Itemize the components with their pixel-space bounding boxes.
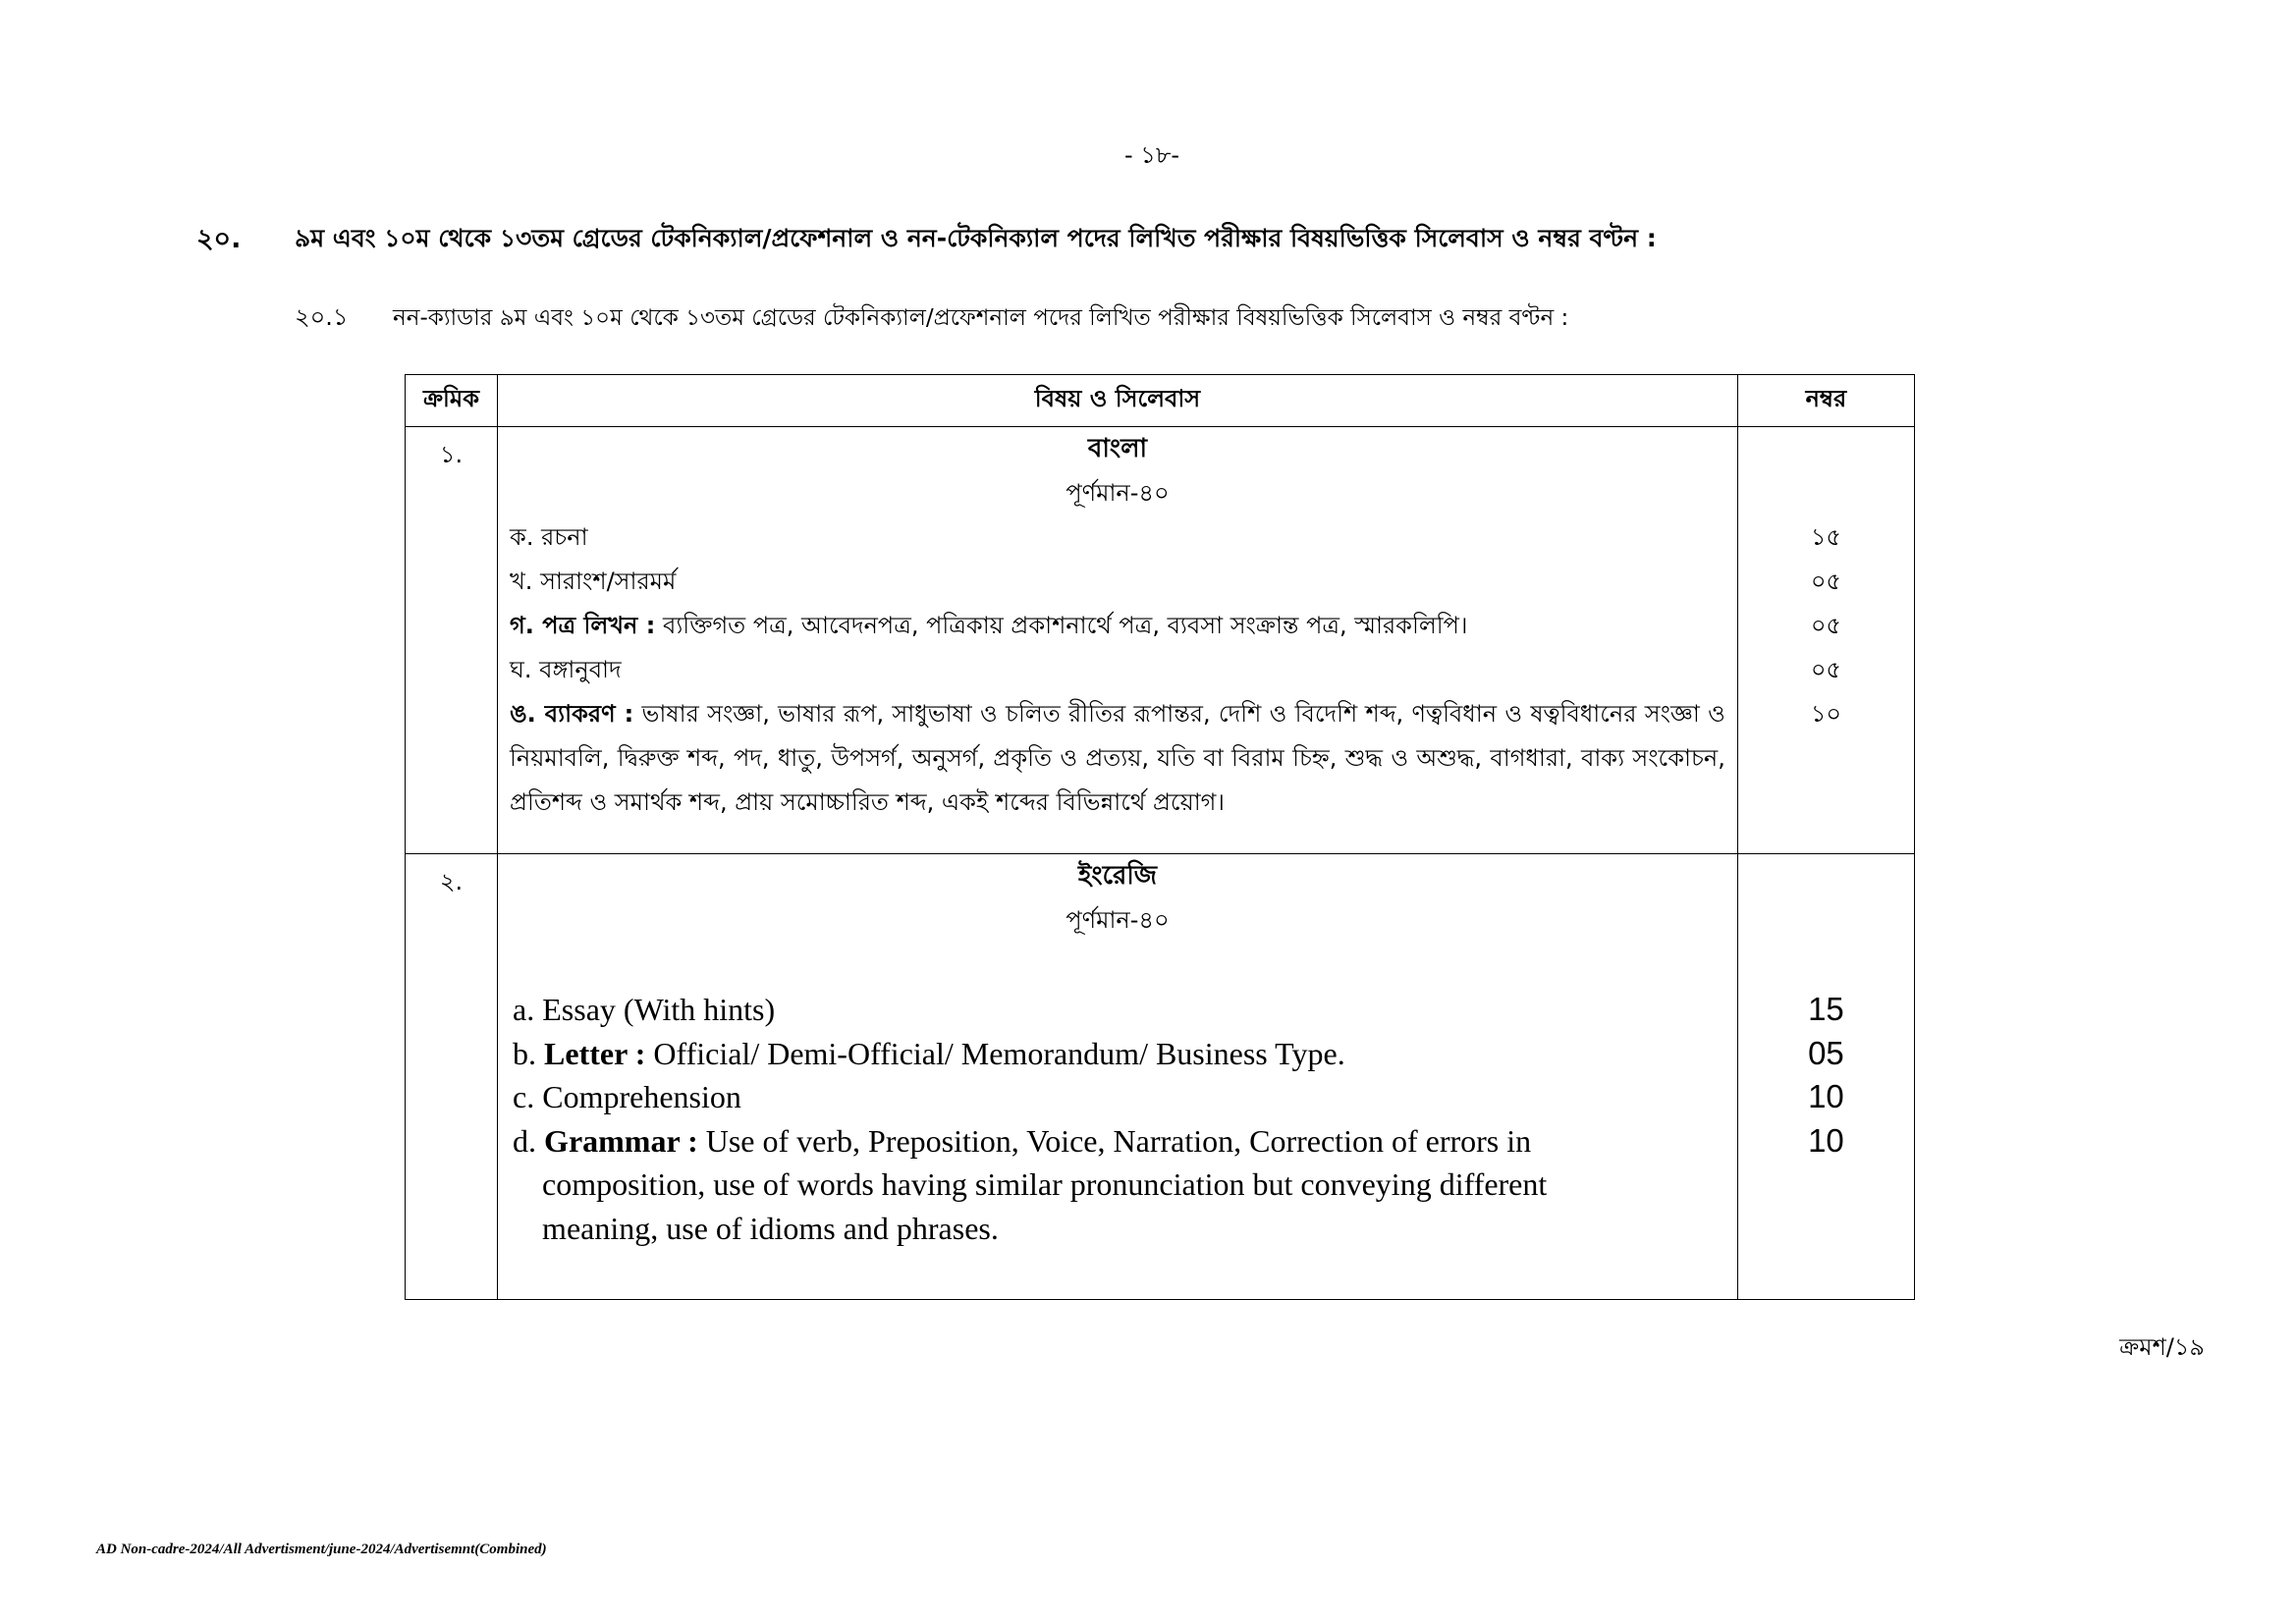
- item-marks: 05: [1808, 1034, 1844, 1071]
- row-marks-cell: [1737, 854, 1914, 1300]
- item-marks: 10: [1808, 1078, 1844, 1114]
- list-item: [498, 1075, 1737, 1119]
- row-marks-cell: [1737, 427, 1914, 854]
- row-serial: ২.: [406, 854, 498, 1300]
- item-marks: ০৫: [1810, 568, 1842, 595]
- item-prefix: b.: [513, 1035, 545, 1071]
- list-item-continuation: composition, use of words having similar pronunciation but conveying different: [542, 1166, 1548, 1202]
- item-text: ক. রচনা: [510, 523, 588, 551]
- row-syllabus-cell: [498, 854, 1738, 1300]
- item-marks: ০৫: [1810, 656, 1842, 683]
- header-subject: বিষয় ও সিলেবাস: [498, 375, 1738, 427]
- section-title: ৯ম এবং ১০ম থেকে ১৩তম গ্রেডের টেকনিক্যাল/প্রফেশনাল ও নন-টেকনিক্যাল পদের লিখিত পরীক্ষার বিষয়ভিত্তিক সিলেবাস ও নম্বর বণ্টন :: [295, 224, 1657, 252]
- item-text: c. Comprehension: [513, 1079, 741, 1114]
- list-item: [498, 692, 1737, 825]
- item-text: a. Essay (With hints): [513, 992, 776, 1027]
- list-item: [498, 515, 1737, 560]
- table-row: [406, 854, 1915, 1300]
- item-prefix: d.: [513, 1122, 545, 1159]
- item-label: Letter :: [544, 1035, 646, 1071]
- subsection-title: নন-ক্যাডার ৯ম এবং ১০ম থেকে ১৩তম গ্রেডের টেকনিক্যাল/প্রফেশনাল পদের লিখিত পরীক্ষার বিষয়ভিত্তিক সিলেবাস ও নম্বর বণ্টন :: [393, 305, 1569, 331]
- full-marks: পূর্ণমান-৪০: [1066, 479, 1170, 507]
- list-item-continuation: meaning, use of idioms and phrases.: [542, 1210, 999, 1246]
- footer-path: AD Non-cadre-2024/All Advertisment/june-2024/Advertisemnt(Combined): [96, 1542, 547, 1557]
- subject-title: ইংরেজি: [1077, 861, 1158, 891]
- header-marks: নম্বর: [1737, 375, 1914, 427]
- list-item: [498, 1032, 1737, 1076]
- item-text: খ. সারাংশ/সারমর্ম: [510, 568, 677, 595]
- section-number: ২০.: [196, 224, 242, 254]
- subsection-number: ২০.১: [295, 303, 349, 331]
- syllabus-table: [405, 374, 1915, 1300]
- list-item: [498, 988, 1737, 1032]
- page-number: - ১৮-: [1124, 141, 1180, 169]
- item-label: গ. পত্র লিখন :: [510, 612, 656, 639]
- list-item: [498, 560, 1737, 604]
- table-row: [406, 427, 1915, 854]
- subject-title: বাংলা: [1087, 434, 1148, 463]
- full-marks: পূর্ণমান-৪০: [1066, 906, 1170, 934]
- list-item: [498, 648, 1737, 692]
- item-marks: ১৫: [1810, 523, 1841, 551]
- item-text: Use of verb, Preposition, Voice, Narration, Correction of errors in: [697, 1122, 1532, 1159]
- row-syllabus-cell: [498, 427, 1738, 854]
- item-text: Official/ Demi-Official/ Memorandum/ Business Type.: [645, 1035, 1345, 1071]
- item-label: ঙ. ব্যাকরণ :: [510, 700, 634, 728]
- continued-note: ক্রমশ/১৯: [2119, 1333, 2205, 1361]
- item-marks: ১০: [1810, 700, 1842, 728]
- item-text: ভাষার সংজ্ঞা, ভাষার রূপ, সাধুভাষা ও চলিত রীতির রূপান্তর, দেশি ও বিদেশি শব্দ, ণত্ববিধান ও ষত্ববিধানের সংজ্ঞা ও নিয়মাবলি, দ্বিরুক্ত শব্দ, পদ, ধাতু, উপসর্গ, অনুসর্গ, প্রকৃতি ও প্রত্যয়, যতি বা বিরাম চিহ্ন, শুদ্ধ ও অশুদ্ধ, বাগধারা, বাক্য সংকোচন, প্রতিশব্দ ও সমার্থক শব্দ, প্রায় সমোচ্চারিত শব্দ, একই শব্দের বিভিন্নার্থে প্রয়োগ।: [510, 700, 1725, 816]
- item-text: ব্যক্তিগত পত্র, আবেদনপত্র, পত্রিকায় প্রকাশনার্থে পত্র, ব্যবসা সংক্রান্ত পত্র, স্মারকলিপি।: [655, 612, 1468, 639]
- item-marks: ০৫: [1810, 612, 1842, 639]
- list-item: [498, 1119, 1737, 1164]
- list-item: [498, 604, 1737, 648]
- item-marks: 15: [1808, 991, 1844, 1027]
- header-serial: ক্রমিক: [406, 375, 498, 427]
- item-label: Grammar :: [544, 1122, 698, 1159]
- item-text: ঘ. বঙ্গানুবাদ: [510, 656, 622, 683]
- table-header-row: [406, 375, 1915, 427]
- row-serial: ১.: [406, 427, 498, 854]
- item-marks: 10: [1808, 1121, 1844, 1159]
